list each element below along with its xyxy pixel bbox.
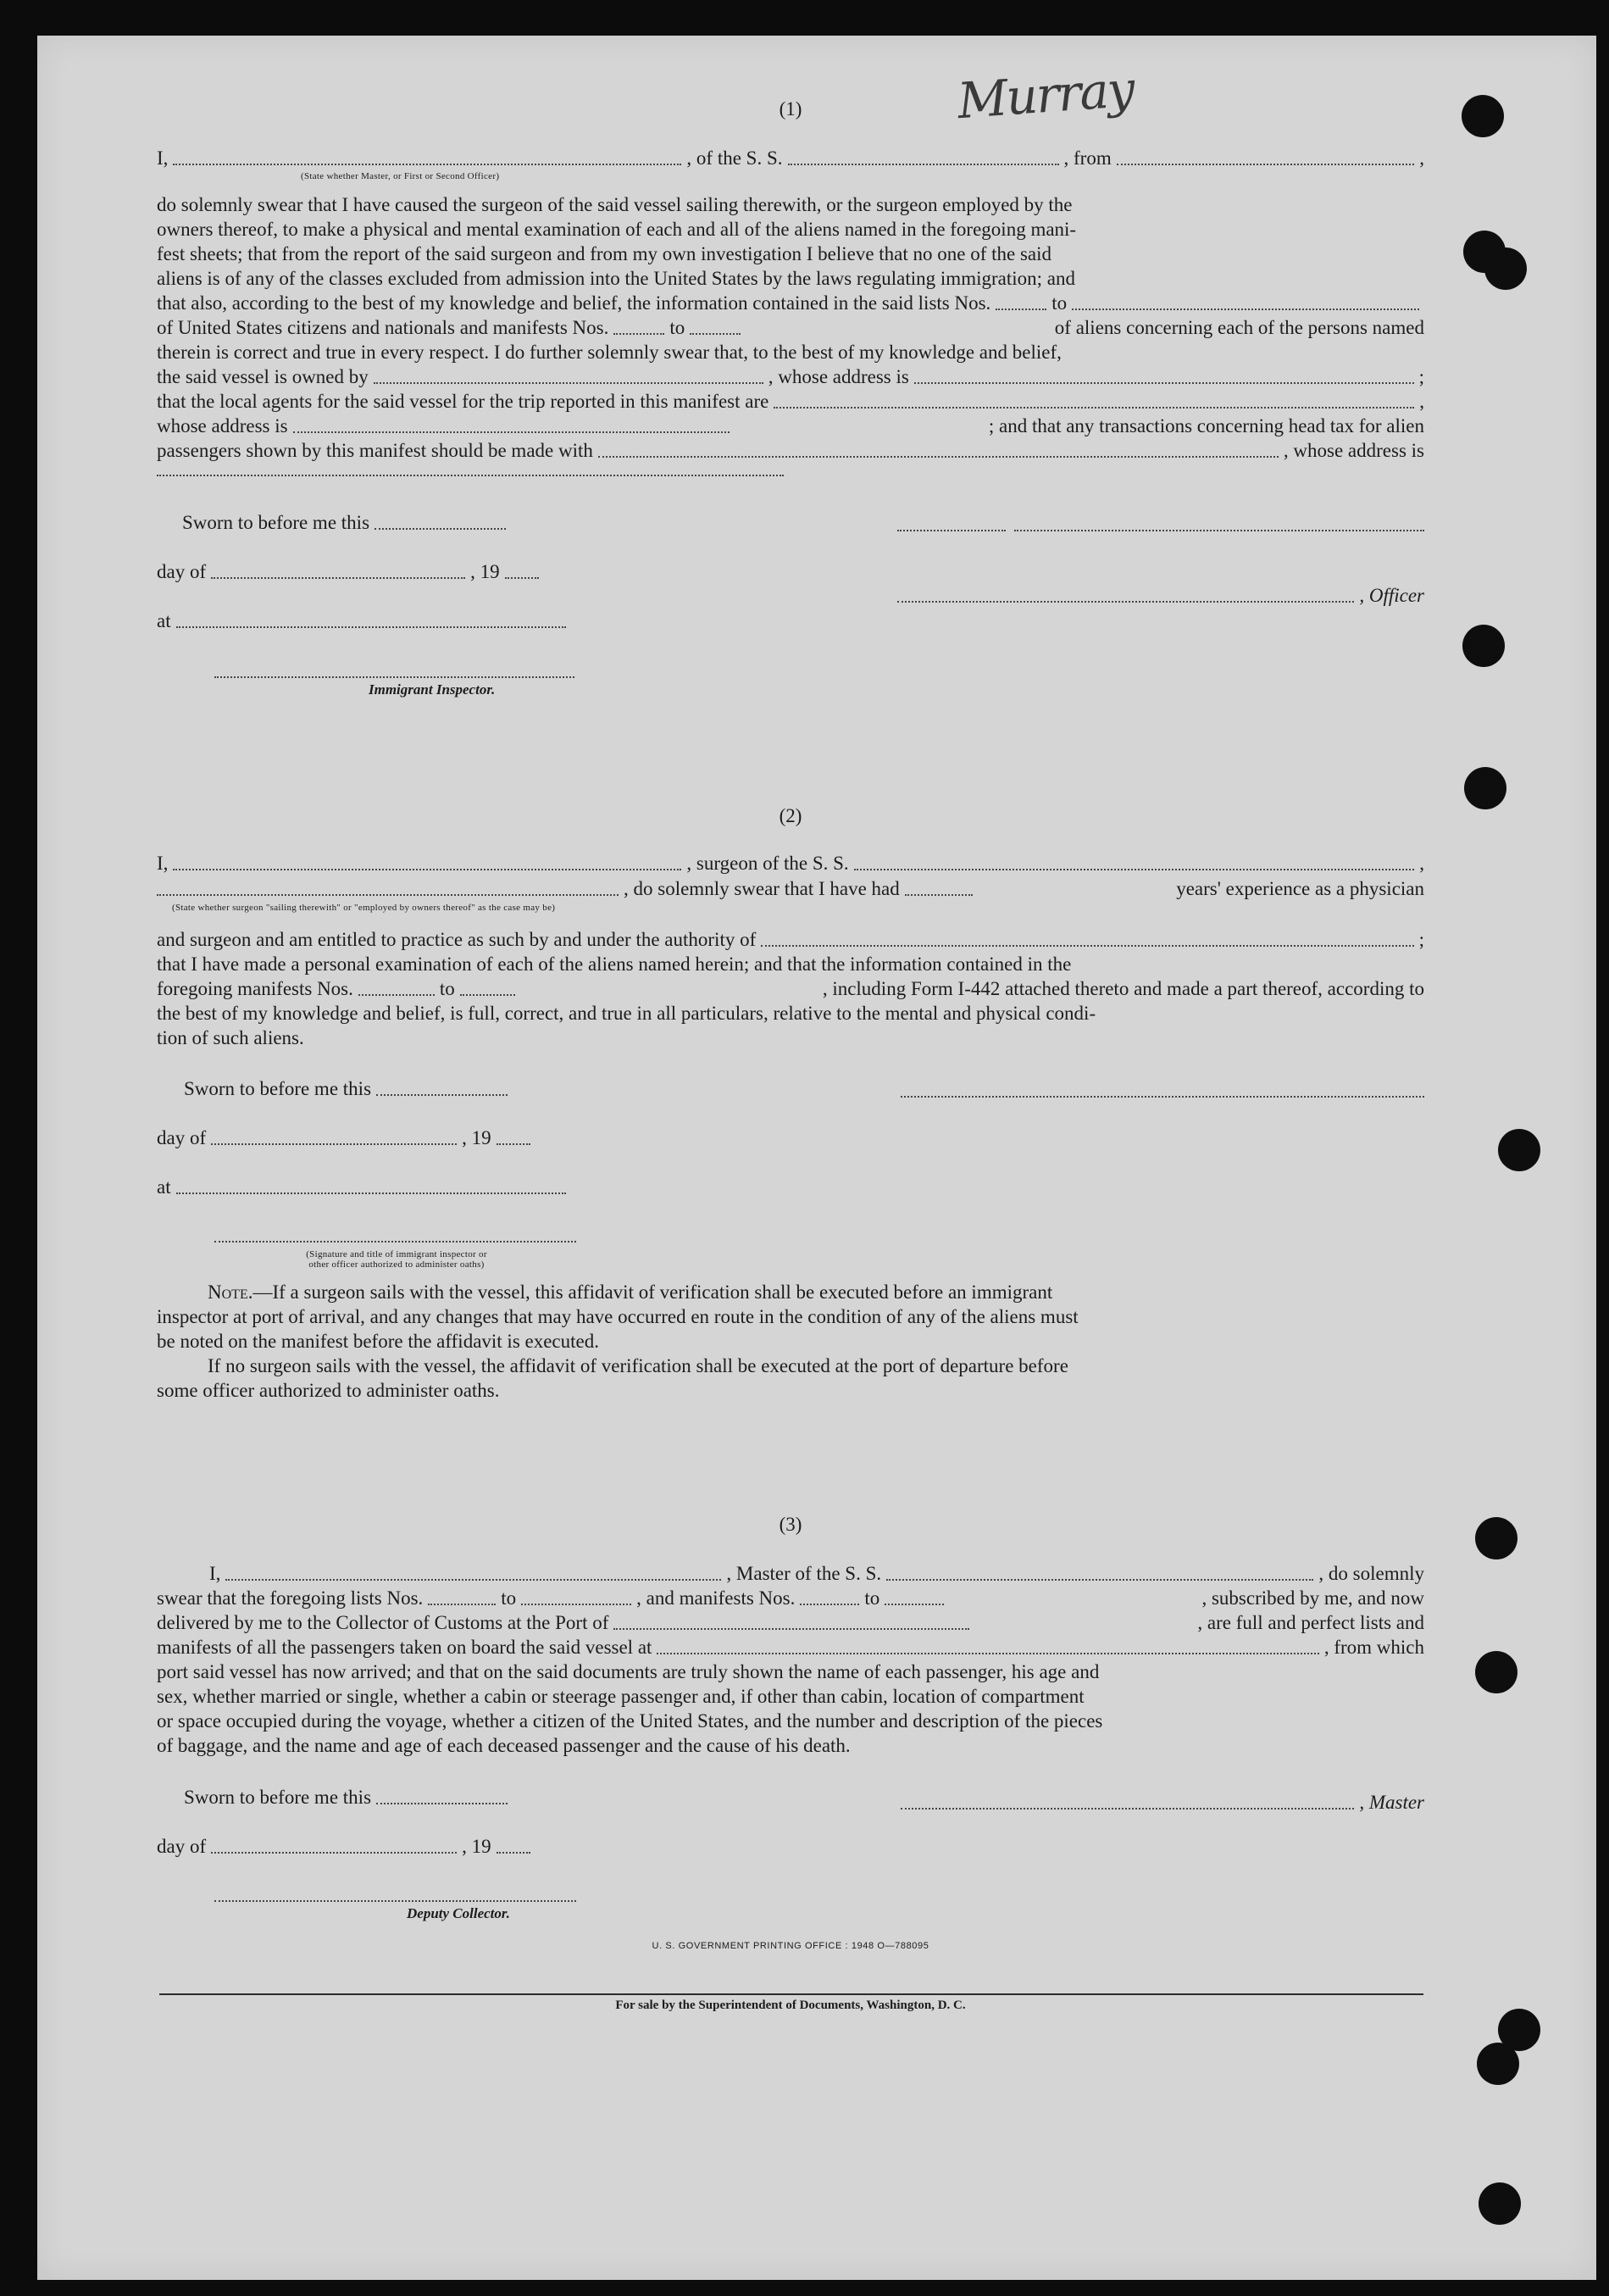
port-blank[interactable] — [613, 1627, 969, 1630]
affidavit-surgeon — [157, 805, 1424, 1415]
port-from-blank[interactable] — [1117, 163, 1415, 165]
surgeon-status-blank[interactable] — [157, 893, 619, 896]
surgeon-experience-line: , do solemnly swear that I have had years' experience as a physician — [157, 876, 1424, 901]
boarding-port-blank[interactable] — [657, 1652, 1318, 1654]
inspector-caption: Immigrant Inspector. — [369, 681, 496, 698]
at-line: at — [157, 1175, 571, 1199]
manifest-to-blank[interactable] — [460, 993, 515, 996]
day-line: day of , 19 — [157, 559, 544, 584]
surgeon-line: I, , surgeon of the S. S. , — [157, 853, 1424, 874]
punch-hole — [1479, 2182, 1521, 2225]
vessel-name-blank[interactable] — [788, 163, 1059, 165]
sworn-line: Sworn to before me this — [184, 1076, 513, 1101]
handwritten-annotation: Murray — [955, 59, 1135, 131]
local-agents-blank[interactable] — [774, 406, 1414, 409]
owner-address-blank[interactable] — [914, 381, 1414, 384]
at-blank[interactable] — [176, 1192, 566, 1194]
officer-line-sig: , Officer — [897, 583, 1424, 608]
section-number: (1) — [779, 98, 802, 120]
owner-blank[interactable] — [374, 381, 763, 384]
authority-blank[interactable] — [761, 944, 1413, 947]
master-signature: , Master — [901, 1790, 1424, 1815]
officer-line: I, , of the S. S. , from , — [157, 147, 1424, 169]
surgeon-signature-line[interactable] — [901, 1096, 1424, 1098]
day-line: day of , 19 — [157, 1126, 535, 1150]
manifest-to-blank[interactable] — [885, 1603, 944, 1605]
officer-hint: (State whether Master, or First or Second Officer) — [301, 171, 500, 181]
day-blank[interactable] — [211, 1142, 457, 1145]
officer-signature-blank[interactable] — [897, 600, 1354, 603]
punch-hole — [1462, 95, 1504, 137]
officer-signature-line-a[interactable] — [897, 530, 1006, 531]
master-line: I, , Master of the S. S. , do solemnly — [209, 1563, 1424, 1584]
master-name-blank[interactable] — [225, 1578, 721, 1581]
inspector-signature-line[interactable] — [214, 676, 574, 678]
collector-caption: Deputy Collector. — [407, 1905, 510, 1921]
list-from-blank[interactable] — [428, 1603, 496, 1605]
year-blank[interactable] — [505, 576, 539, 579]
manifest-from-blank[interactable] — [613, 332, 664, 335]
surgeon-name-blank[interactable] — [173, 868, 681, 870]
punch-hole — [1477, 2043, 1519, 2085]
punch-hole — [1498, 1129, 1540, 1171]
at-line: at — [157, 609, 571, 633]
section-number: (2) — [779, 805, 802, 826]
collector-signature-line[interactable] — [214, 1900, 576, 1902]
footer-rule — [159, 1993, 1423, 1995]
sale-notice: For sale by the Superintendent of Documents, Washington, D. C. — [615, 1999, 966, 2012]
manifest-from-blank[interactable] — [800, 1603, 859, 1605]
day-blank[interactable] — [211, 1851, 457, 1854]
list-to-blank[interactable] — [521, 1603, 631, 1605]
manifest-from-blank[interactable] — [358, 993, 435, 996]
master-signature-blank[interactable] — [901, 1807, 1354, 1810]
section-number: (3) — [779, 1514, 802, 1535]
punch-hole — [1462, 625, 1505, 667]
surgeon-hint: (State whether surgeon "sailing therewith" or "employed by owners thereof" as the case may be) — [172, 903, 556, 913]
signature-hint: (Signature and title of immigrant inspector or other officer authorized to administer oaths) — [306, 1249, 487, 1270]
officer-signature-line-b[interactable] — [1014, 530, 1424, 531]
head-tax-contact-blank[interactable] — [598, 455, 1279, 458]
oath-paragraph: do solemnly swear that I have caused the surgeon of the said vessel sailing therewith, or the surgeon employed by the owners thereof, to make a physical and mental examination of each and all of the aliens named in the foregoing mani- fest sheets; that from the report of the said surgeon and from my own investigation I believe that no one of the said aliens is of any of the classes excluded from admission into the United States by the laws regulating immigration; and that also, according to the best of my knowledge and belief, the information contained in the said lists Nos. to of United States citizens and nationals and manifests Nos. to of aliens concerning each of the persons named therein is correct and true in every respect. I do further solemnly swear that, to the best of my knowledge and belief, the said vessel is owned by , whose address is ; that the local agents for the said vessel for the trip reported in this manifest are , whose address is ; and that any transactions concerning head tax for alien passengers shown by this manifest should be made with , whose address is — [157, 192, 1424, 487]
punch-hole — [1475, 1651, 1517, 1693]
agent-address-blank[interactable] — [293, 431, 730, 433]
master-vessel-blank[interactable] — [886, 1578, 1313, 1581]
affidavit-officer — [157, 95, 1424, 705]
affidavit-master — [157, 1514, 1424, 1954]
sworn-line: Sworn to before me this — [184, 1785, 513, 1810]
list-from-blank[interactable] — [996, 308, 1046, 310]
sworn-line: Sworn to before me this — [182, 510, 511, 535]
officer-name-blank[interactable] — [173, 163, 681, 165]
contact-address-blank[interactable] — [157, 474, 784, 476]
year-blank[interactable] — [497, 1851, 530, 1854]
sworn-date-blank[interactable] — [375, 527, 506, 530]
punch-hole — [1484, 247, 1527, 290]
sworn-date-blank[interactable] — [376, 1093, 508, 1096]
year-blank[interactable] — [497, 1142, 530, 1145]
sworn-date-blank[interactable] — [376, 1802, 508, 1804]
printing-office-imprint: U. S. GOVERNMENT PRINTING OFFICE : 1948 O—788095 — [652, 1941, 929, 1951]
inspector-signature-line[interactable] — [214, 1241, 576, 1243]
surgeon-paragraph: and surgeon and am entitled to practice as such by and under the authority of ; that I have made a personal examination of each of the aliens named herein; and that the information contained in the foregoing manifests Nos. to , including Form I-442 attached thereto and made a part thereof, according to the best of my knowledge and belief, is full, correct, and true in all particulars, relative to the mental and physical condi- tion of such aliens. — [157, 929, 1424, 1048]
day-line: day of , 19 — [157, 1834, 535, 1859]
list-to-blank[interactable] — [1072, 308, 1419, 310]
manifest-to-blank[interactable] — [690, 332, 741, 335]
at-blank[interactable] — [176, 625, 566, 628]
punch-hole — [1475, 1517, 1517, 1559]
years-blank[interactable] — [905, 893, 973, 896]
note-paragraph: Note.—If a surgeon sails with the vessel, this affidavit of verification shall be executed before an immigrant inspector at port of arrival, and any changes that may have occurred en route in the condition of any of the aliens must be noted on the manifest before the affidavit is executed. If no surgeon sails with the vessel, the affidavit of verification shall be executed at the port of departure before some officer authorized to administer oaths. — [157, 1281, 1079, 1401]
master-paragraph: swear that the foregoing lists Nos. to , and manifests Nos. to , subscribed by me, and now delivered by me to the Collector of Customs at the Port of , are full and perfect lists and manifests of all the passengers taken on board the said vessel at , from which port said vessel has now arrived; and that on the said documents are truly shown the name of each passenger, his age and sex, whether married or single, whether a cabin or steerage passenger and, if other than cabin, location of compartment or space occupied during the voyage, whether a citizen of the United States, and the number and description of the pieces of baggage, and the name and age of each deceased passenger and the cause of his death. — [157, 1587, 1424, 1756]
punch-hole — [1464, 767, 1506, 809]
day-blank[interactable] — [211, 576, 465, 579]
surgeon-vessel-blank[interactable] — [854, 868, 1415, 870]
